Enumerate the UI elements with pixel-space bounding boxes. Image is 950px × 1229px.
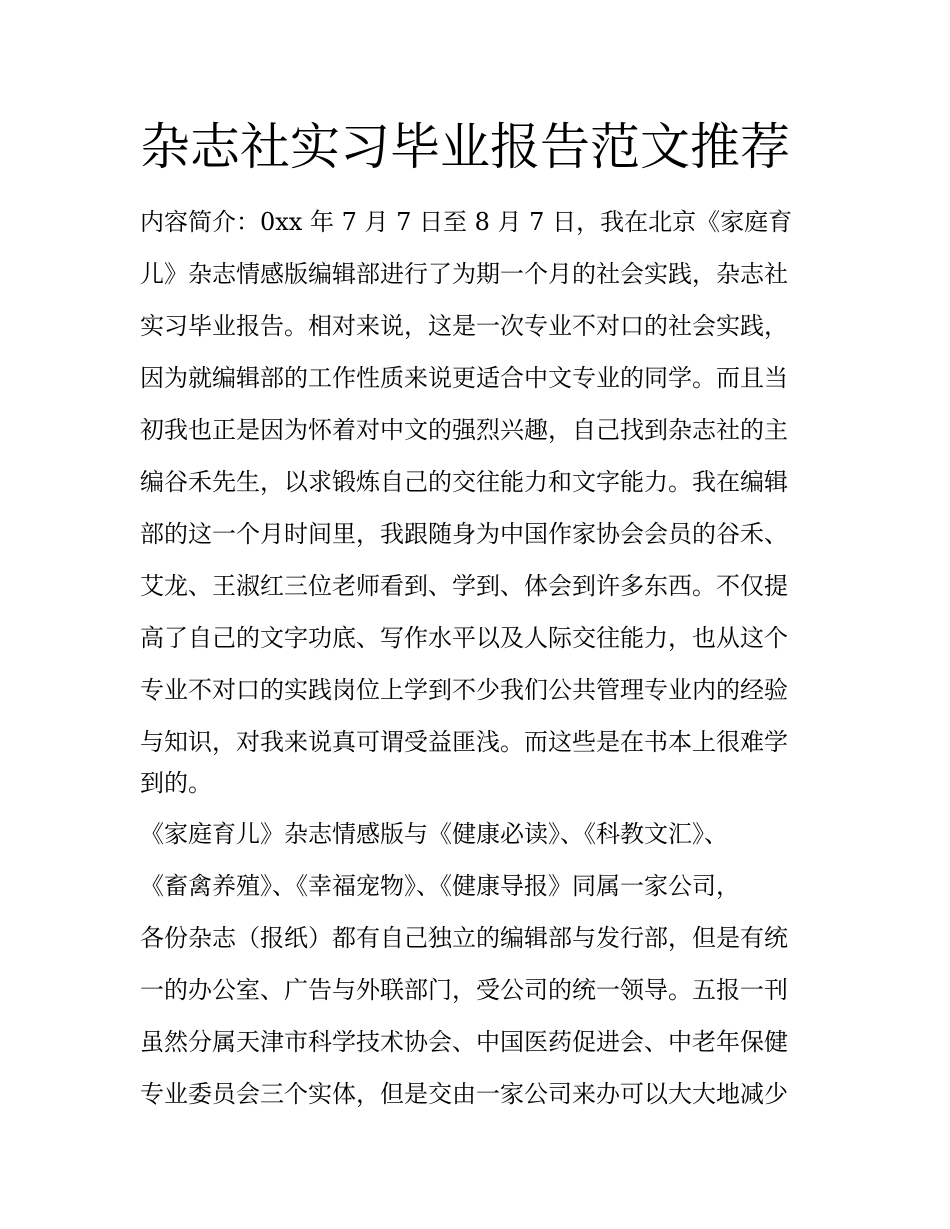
paragraph-1-line: 内容简介：0xx 年 7 月 7 日至 8 月 7 日，我在北京《家庭育 (140, 208, 793, 236)
paragraph-1-line: 到的。 (140, 769, 212, 797)
paragraph-1-line: 因为就编辑部的工作性质来说更适合中文专业的同学。而且当 (140, 364, 788, 392)
paragraph-2-line: 一的办公室、广告与外联部门，受公司的统一领导。五报一刊 (140, 976, 788, 1004)
paragraph-1-line: 部的这一个月时间里，我跟随身为中国作家协会会员的谷禾、 (140, 520, 788, 548)
paragraph-1-line: 高了自己的文字功底、写作水平以及人际交往能力，也从这个 (140, 624, 788, 652)
paragraph-1-line: 专业不对口的实践岗位上学到不少我们公共管理专业内的经验 (140, 676, 788, 704)
paragraph-2-line: 《家庭育儿》杂志情感版与《健康必读》、《科教文汇》、 (140, 820, 728, 848)
paragraph-1-line: 儿》杂志情感版编辑部进行了为期一个月的社会实践，杂志社 (140, 260, 788, 288)
paragraph-1-line: 实习毕业报告。相对来说，这是一次专业不对口的社会实践， (140, 312, 788, 340)
paragraph-1-line: 艾龙、王淑红三位老师看到、学到、体会到许多东西。不仅提 (140, 572, 788, 600)
paragraph-2-line: 《畜禽养殖》、《幸福宠物》、《健康导报》同属一家公司， (140, 872, 740, 900)
paragraph-2-line: 虽然分属天津市科学技术协会、中国医药促进会、中老年保健 (140, 1028, 788, 1056)
paragraph-1-line: 与知识，对我来说真可谓受益匪浅。而这些是在书本上很难学 (140, 728, 788, 756)
paragraph-2-line: 专业委员会三个实体，但是交由一家公司来办可以大大地减少 (140, 1080, 788, 1108)
paragraph-2-line: 各份杂志（报纸）都有自己独立的编辑部与发行部，但是有统 (140, 924, 788, 952)
document-title: 杂志社实习毕业报告范文推荐 (140, 118, 790, 176)
paragraph-1-line: 初我也正是因为怀着对中文的强烈兴趣，自己找到杂志社的主 (140, 416, 788, 444)
paragraph-1-line: 编谷禾先生，以求锻炼自己的交往能力和文字能力。我在编辑 (140, 468, 788, 496)
